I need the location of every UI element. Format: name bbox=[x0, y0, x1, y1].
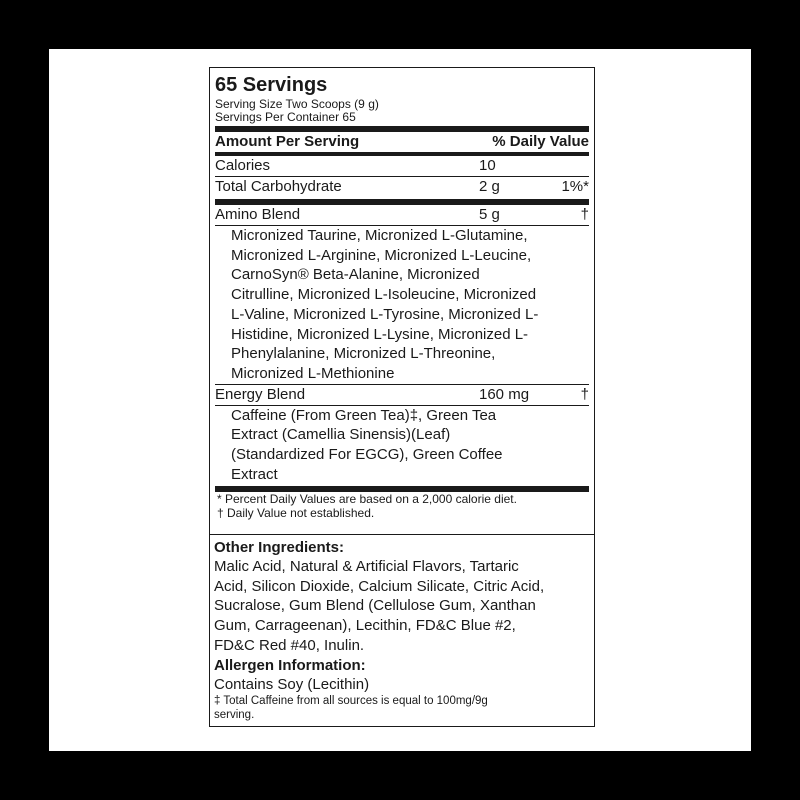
amino-blend-ingredients bbox=[215, 226, 589, 384]
ingredient-line: Citrulline, Micronized L-Isoleucine, Micronized bbox=[231, 286, 537, 304]
allergen-text: Contains Soy (Lecithin) bbox=[214, 675, 370, 693]
other-ingredient-line: Acid, Silicon Dioxide, Calcium Silicate, Citric Acid, bbox=[214, 577, 545, 595]
amino-blend-row bbox=[215, 205, 589, 225]
supplement-facts-label bbox=[209, 67, 595, 727]
amino-blend-dv: † bbox=[580, 206, 589, 223]
servings-title: 65 Servings bbox=[215, 74, 328, 96]
ingredient-line: Phenylalanine, Micronized L-Threonine, bbox=[231, 345, 496, 363]
energy-blend-row bbox=[215, 385, 589, 405]
carbohydrate-row bbox=[215, 177, 589, 197]
energy-blend-ingredients bbox=[215, 406, 589, 485]
caffeine-footnote bbox=[214, 694, 592, 722]
ingredient-line: Extract (Camellia Sinensis)(Leaf) bbox=[231, 426, 451, 444]
other-ingredient-line: Sucralose, Gum Blend (Cellulose Gum, Xanthan bbox=[214, 597, 536, 615]
allergen-heading: Allergen Information: bbox=[214, 656, 366, 674]
facts-panel bbox=[215, 72, 589, 520]
servings-per-container: Servings Per Container 65 bbox=[215, 110, 356, 124]
daily-value-label: % Daily Value bbox=[492, 133, 589, 150]
ingredient-line: Extract bbox=[231, 465, 278, 483]
other-ingredient-line: FD&C Red #40, Inulin. bbox=[214, 636, 365, 654]
ingredient-line: Micronized L-Arginine, Micronized L-Leucine, bbox=[231, 246, 532, 264]
carbohydrate-name: Total Carbohydrate bbox=[215, 178, 342, 195]
amino-blend-amount: 5 g bbox=[479, 206, 500, 223]
amount-per-serving-label: Amount Per Serving bbox=[215, 133, 360, 150]
other-ingredients-panel bbox=[214, 538, 592, 722]
amino-blend-name: Amino Blend bbox=[215, 206, 301, 223]
amount-header bbox=[215, 132, 589, 152]
other-ingredient-line: Gum, Carrageenan), Lecithin, FD&C Blue #2, bbox=[214, 617, 516, 635]
ingredient-line: (Standardized For EGCG), Green Coffee bbox=[231, 446, 503, 464]
dv-not-established-footnote: † Daily Value not established. bbox=[217, 506, 375, 521]
calories-amount: 10 bbox=[479, 157, 496, 174]
other-ingredient-line: Malic Acid, Natural & Artificial Flavors, Tartaric bbox=[214, 558, 519, 575]
ingredient-line: Micronized L-Methionine bbox=[231, 364, 395, 382]
other-ingredients-heading: Other Ingredients: bbox=[214, 539, 345, 556]
serving-size: Serving Size Two Scoops (9 g) bbox=[215, 97, 379, 111]
caffeine-footnote-line: serving. bbox=[214, 709, 255, 722]
ingredient-line: Histidine, Micronized L-Lysine, Micronized L- bbox=[231, 325, 529, 343]
carbohydrate-amount: 2 g bbox=[479, 178, 500, 195]
energy-blend-name: Energy Blend bbox=[215, 385, 306, 403]
ingredient-line: Micronized Taurine, Micronized L-Glutamine, bbox=[231, 227, 528, 244]
carbohydrate-dv: 1%* bbox=[561, 178, 589, 195]
percent-dv-footnote: * Percent Daily Values are based on a 2,000 calorie diet. bbox=[217, 492, 517, 507]
ingredient-line: CarnoSyn® Beta-Alanine, Micronized bbox=[231, 266, 480, 284]
calories-name: Calories bbox=[215, 157, 271, 174]
energy-blend-amount: 160 mg bbox=[479, 385, 530, 403]
ingredient-line: L-Valine, Micronized L-Tyrosine, Micronized L- bbox=[231, 305, 539, 323]
other-ingredients-text bbox=[214, 557, 592, 656]
energy-blend-dv: † bbox=[580, 385, 589, 403]
caffeine-footnote-line: ‡ Total Caffeine from all sources is equal to 100mg/9g bbox=[214, 695, 488, 708]
ingredient-line: Caffeine (From Green Tea)‡, Green Tea bbox=[231, 406, 497, 424]
other-ingredients-divider bbox=[210, 534, 594, 535]
calories-row bbox=[215, 156, 589, 176]
